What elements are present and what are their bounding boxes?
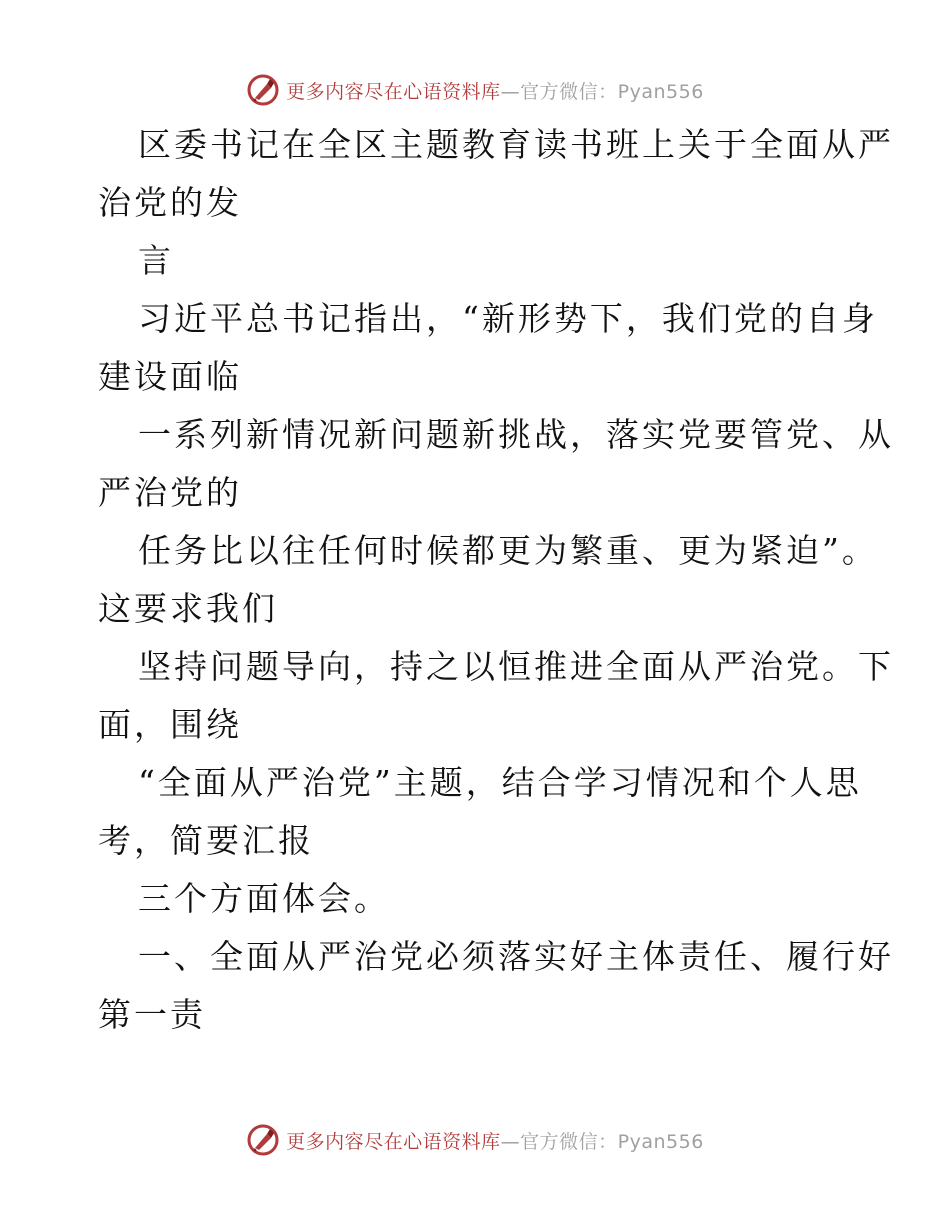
text-line: 区委书记在全区主题教育读书班上关于全面从严 xyxy=(138,125,894,164)
document-body xyxy=(98,116,894,1044)
text-line: 一系列新情况新问题新挑战，落实党要管党、从 xyxy=(138,415,894,454)
header-watermark xyxy=(0,70,950,110)
text-line: “全面从严治党”主题，结合学习情况和个人思 xyxy=(138,763,862,802)
watermark-text xyxy=(286,1127,704,1154)
text-line: 严治党的 xyxy=(98,473,242,512)
watermark-contact: 官方微信：Pyan556 xyxy=(520,80,704,103)
text-line: 习近平总书记指出，“新形势下，我们党的自身 xyxy=(138,299,878,338)
pen-logo-icon xyxy=(246,73,280,107)
watermark-text xyxy=(286,77,704,104)
watermark-brand: 更多内容尽在心语资料库 xyxy=(286,1130,501,1153)
watermark-dash: — xyxy=(500,80,521,103)
pen-logo-icon xyxy=(246,1123,280,1157)
text-line: 面，围绕 xyxy=(98,705,242,744)
text-line: 坚持问题导向，持之以恒推进全面从严治党。下 xyxy=(138,647,894,686)
text-line: 第一责 xyxy=(98,995,206,1034)
text-line: 三个方面体会。 xyxy=(138,879,390,918)
text-line: 考，简要汇报 xyxy=(98,821,314,860)
watermark-dash: — xyxy=(500,1130,521,1153)
text-line: 言 xyxy=(138,241,174,280)
text-line: 一、全面从严治党必须落实好主体责任、履行好 xyxy=(138,937,894,976)
text-line: 治党的发 xyxy=(98,183,242,222)
text-line: 这要求我们 xyxy=(98,589,278,628)
watermark-brand: 更多内容尽在心语资料库 xyxy=(286,80,501,103)
watermark-contact: 官方微信：Pyan556 xyxy=(520,1130,704,1153)
text-line: 任务比以往任何时候都更为繁重、更为紧迫”。 xyxy=(138,531,878,570)
text-line: 建设面临 xyxy=(98,357,242,396)
footer-watermark xyxy=(0,1120,950,1160)
